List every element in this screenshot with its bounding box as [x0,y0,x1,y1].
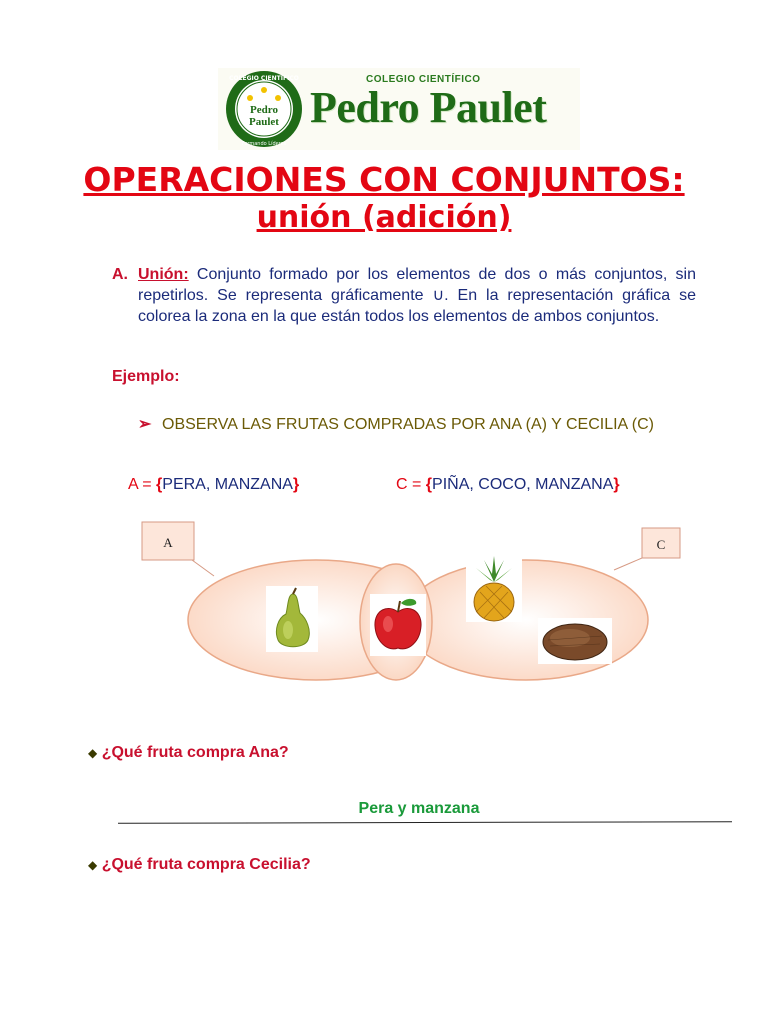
set-c [396,476,620,494]
logo-subtitle: COLEGIO CIENTÍFICO [366,74,481,85]
school-logo [218,68,580,150]
question-bullet-icon: ◆ [88,858,98,872]
set-c-items: PIÑA, COCO, MANZANA [432,476,614,493]
question-1 [88,744,289,762]
set-c-name: C = [396,476,426,493]
page-subtitle: unión (adición) [256,200,512,235]
answer-line [118,821,732,824]
school-seal-icon [222,68,306,150]
page-title: OPERACIONES CON CONJUNTOS: [83,160,685,199]
coconut-icon [538,618,612,664]
label-a: A [163,535,173,550]
question-2-text: ¿Qué fruta compra Cecilia? [101,856,311,873]
seal-top-text: COLEGIO CIENTÍFICO [229,75,299,82]
set-a-open-brace: { [156,476,163,493]
question-1-text: ¿Qué fruta compra Ana? [101,744,289,761]
venn-diagram [140,520,700,700]
definition-text: Conjunto formado por los elementos de dos o más conjuntos, sin repetirlos. Se representa gráficamente ∪. En la representación gráfica se colorea la zona en la que están todos los elementos de ambos conjuntos. [138,266,696,325]
label-a-connector [192,560,214,576]
answer-1: Pera y manzana [358,800,480,817]
definition-block [112,264,696,327]
logo-name: Pedro Paulet [310,83,547,132]
set-a [128,476,299,494]
example-heading: Ejemplo: [112,368,180,385]
pineapple-icon [466,556,522,622]
example-instruction [138,414,696,435]
question-bullet-icon: ◆ [88,746,98,760]
arrow-bullet-icon: ➢ [138,416,152,433]
set-a-close-brace: } [292,476,300,493]
apple-icon [370,594,426,656]
pear-icon [266,586,318,652]
set-c-open-brace: { [425,476,433,493]
set-c-close-brace: } [613,476,620,493]
definition-body [138,264,696,327]
set-a-name: A = [128,476,157,493]
label-c: C [656,537,666,552]
seal-bottom-text: Formando Líderes [241,141,287,147]
label-c-connector [614,558,642,570]
seal-center-text-2: Paulet [249,116,279,128]
seal-center-text-1: Pedro [250,104,278,116]
instruction-text: OBSERVA LAS FRUTAS COMPRADAS POR ANA (A) Y CECILIA (C) [162,416,654,433]
definition-marker: A. [112,266,128,283]
question-2 [88,856,311,874]
set-a-items: PERA, MANZANA [162,476,293,493]
definition-term: Unión: [138,266,189,283]
